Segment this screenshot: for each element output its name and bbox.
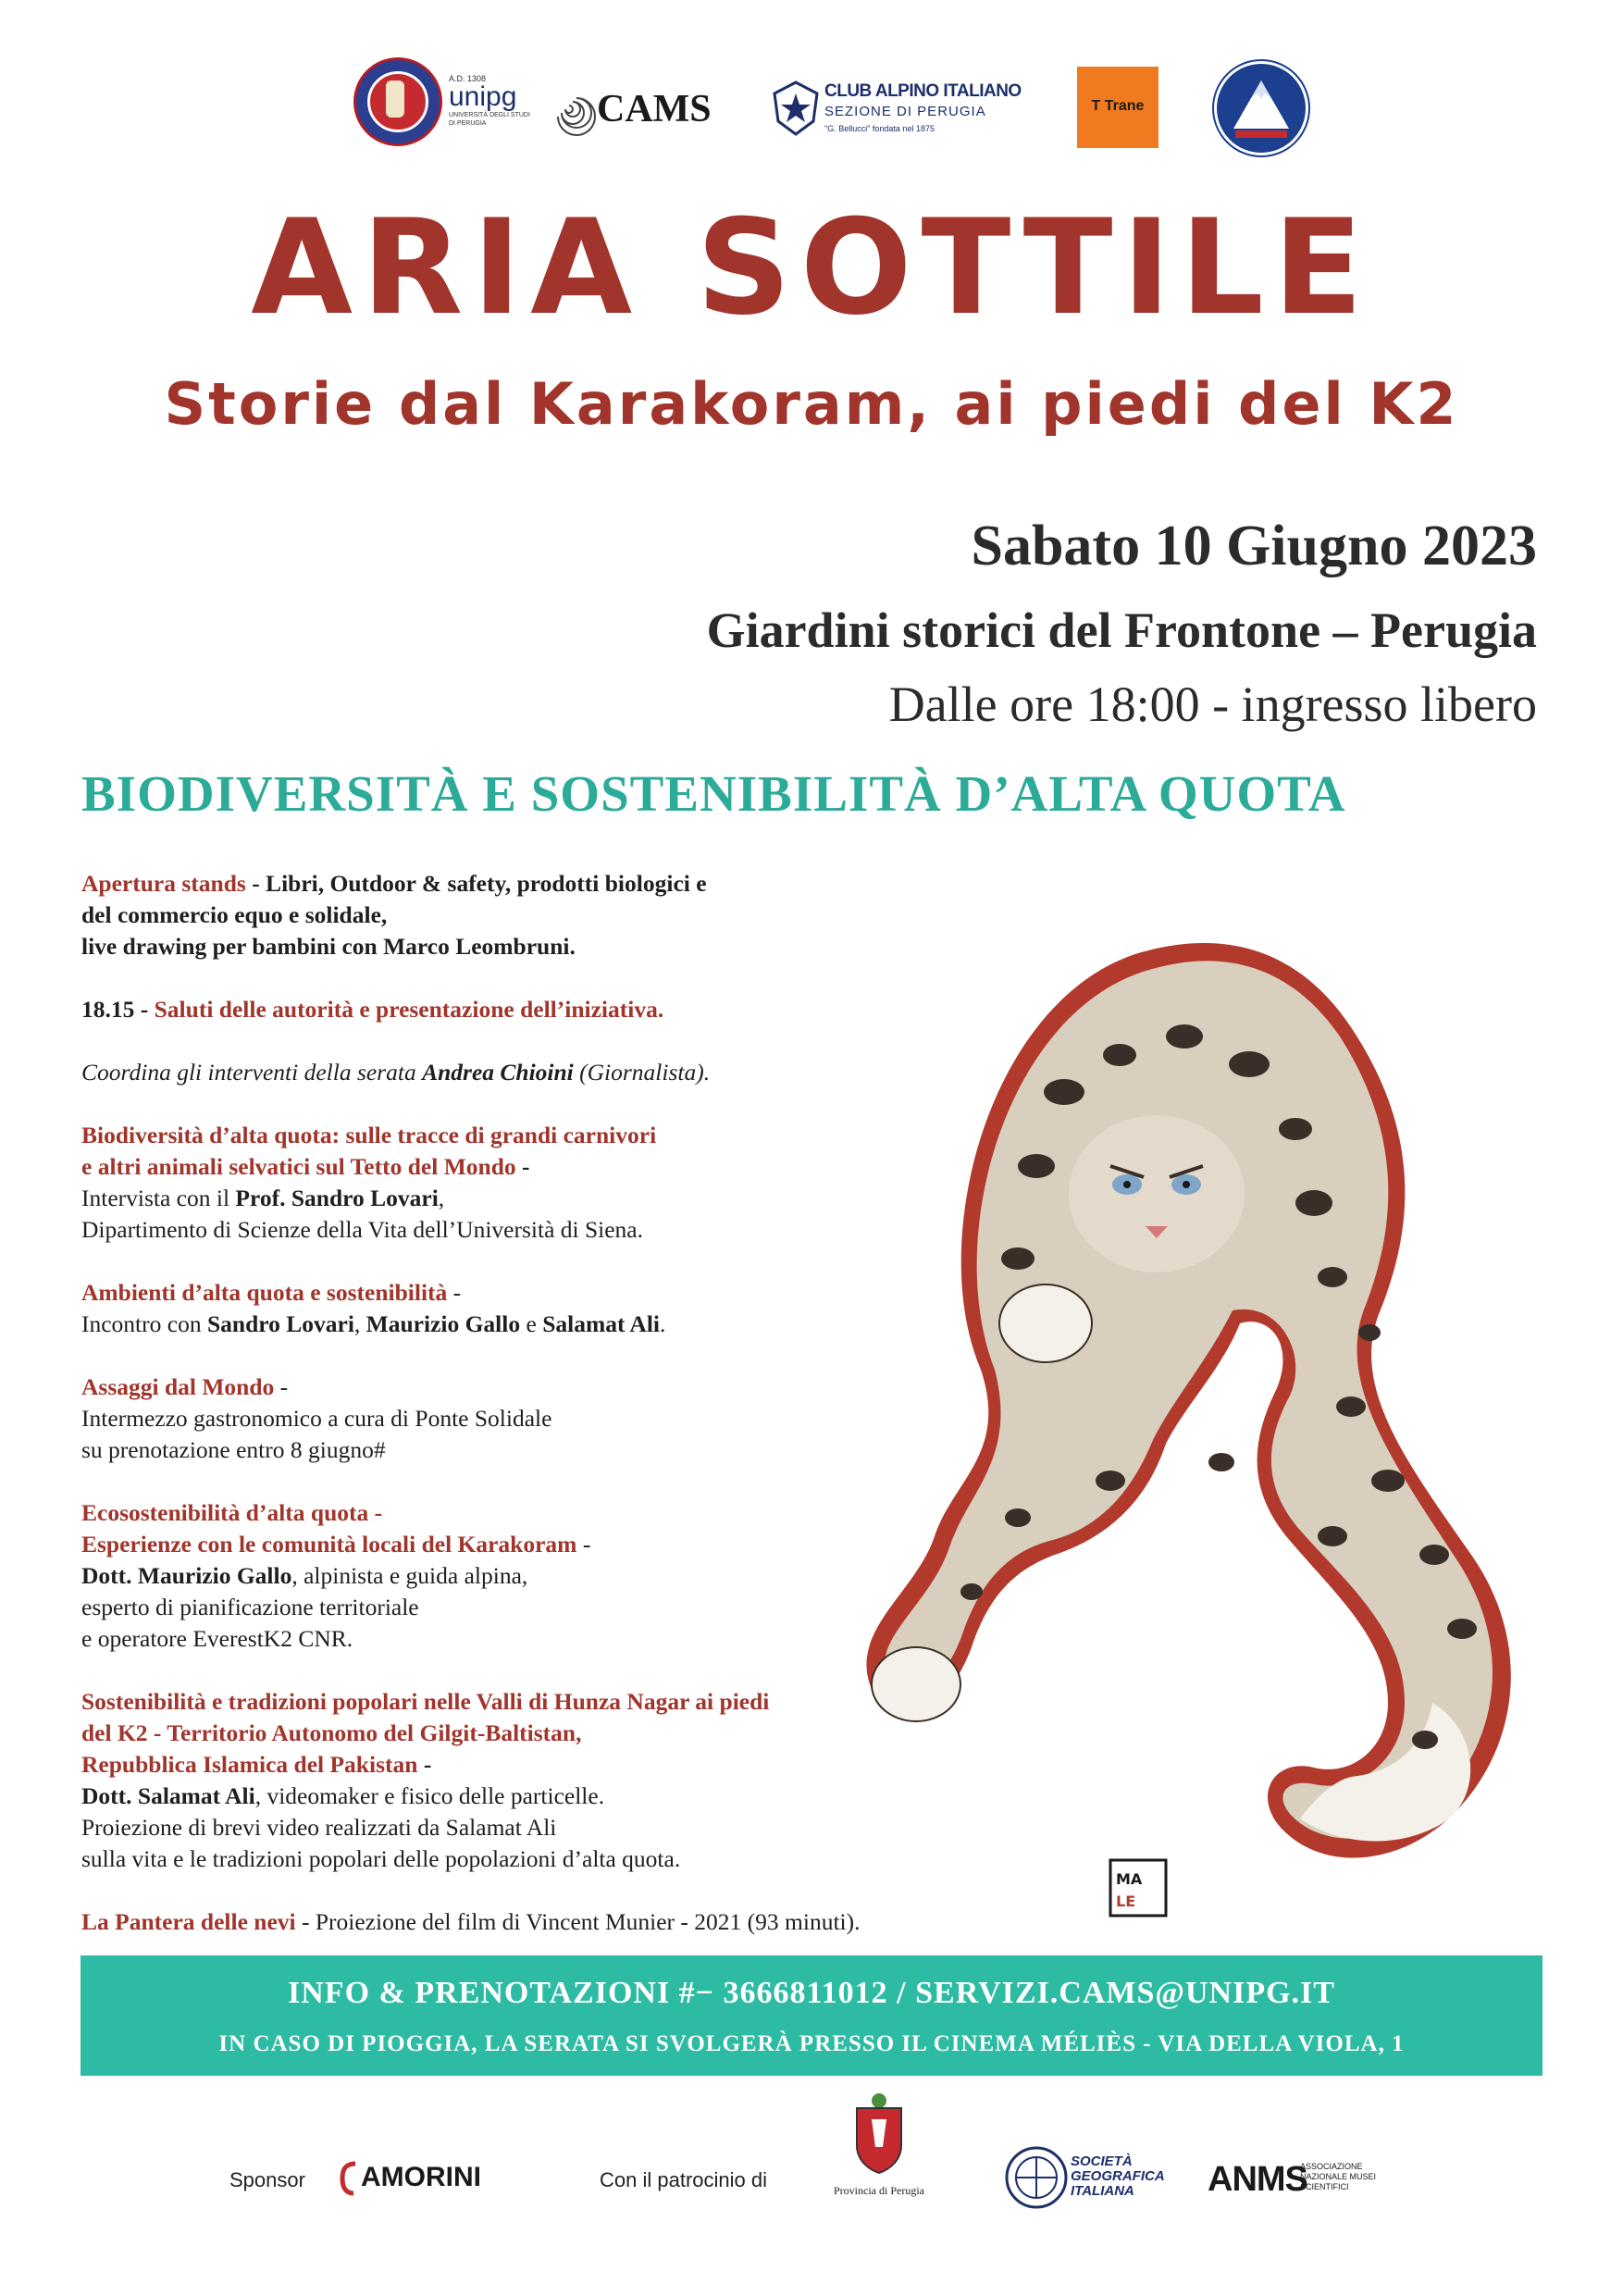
sponsor-label: Sponsor bbox=[229, 2168, 305, 2191]
unipg-logo: A.D. 1308 unipg UNIVERSITÀ DEGLI STUDI DI PERUGIA bbox=[449, 74, 530, 127]
svg-text:MA: MA bbox=[1116, 1870, 1143, 1888]
provincia-perugia-logo: Provincia di Perugia bbox=[814, 2091, 944, 2212]
svg-text:LE: LE bbox=[1116, 1893, 1136, 1910]
mountain-club-logo bbox=[1214, 61, 1308, 155]
trane-logo: T Trane bbox=[1077, 67, 1158, 148]
sgi-logo: SOCIETÀ GEOGRAFICA ITALIANA bbox=[1004, 2145, 1171, 2219]
anms-logo: ANMS ASSOCIAZIONE NAZIONALE MUSEI SCIENTIFICI bbox=[1208, 2160, 1377, 2199]
event-venue: Giardini storici del Frontone – Perugia bbox=[706, 602, 1537, 658]
event-theme-heading: BIODIVERSITÀ E SOSTENIBILITÀ D’ALTA QUOTA bbox=[81, 765, 1346, 822]
program-item-coordinator: Coordina gli interventi della serata Andrea Chioini (Giornalista). bbox=[81, 1059, 711, 1086]
program-item-environments: Ambienti d’alta quota e sostenibilità - Incontro con Sandro Lovari, Maurizio Gallo e Salamat Ali. bbox=[81, 1279, 666, 1337]
crest-icon bbox=[851, 2091, 907, 2175]
info-banner bbox=[81, 1955, 1542, 2076]
cai-logo: CLUB ALPINO ITALIANO SEZIONE DI PERUGIA "G. Bellucci" fondata nel 1875 bbox=[773, 76, 1032, 150]
university-seal-logo bbox=[353, 57, 442, 146]
program-item-biodiversity: Biodiversità d’alta quota: sulle tracce di grandi carnivori e altri animali selvatici sul Tetto del Mondo - Intervista con il Prof. Sandro Lovari, Dipartimento di Scienze della Vita dell’Università di Siena. bbox=[81, 1122, 657, 1243]
info-contact-line: INFO & PRENOTAZIONI #− 3666811012 / SERVIZI.CAMS@UNIPG.IT bbox=[288, 1976, 1335, 2010]
cai-star-icon bbox=[773, 81, 819, 136]
globe-icon bbox=[1004, 2145, 1069, 2210]
leopard-head bbox=[1069, 1115, 1245, 1272]
program-item-film: La Pantera delle nevi - Proiezione del film di Vincent Munier - 2021 (93 minuti). bbox=[81, 1908, 861, 1935]
sponsor-logo-row: A.D. 1308 unipg UNIVERSITÀ DEGLI STUDI DI PERUGIA CAMS CLUB ALPINO ITALIANO SEZIONE DI PERUGIA "G. Bellucci" fondata nel 1875 T Trane bbox=[0, 56, 1623, 167]
program-item-traditions: Sostenibilità e tradizioni popolari nelle Valli di Hunza Nagar ai piedi del K2 - Territorio Autonomo del Gilgit-Baltistan, Repubblica Islamica del Pakistan - Dott. Salamat Ali, videomaker e fisico delle particelle. Proiezione di brevi video realizzati da Salamat Ali sulla vita e le tradizioni popolari delle popolazioni d’alta quota. bbox=[81, 1688, 770, 1872]
ammonite-icon bbox=[541, 81, 597, 137]
rain-location-line: IN CASO DI PIOGGIA, LA SERATA SI SVOLGERÀ PRESSO IL CINEMA MÉLIÈS - VIA DELLA VIOLA, 1 bbox=[218, 2031, 1405, 2056]
event-hours: Dalle ore 18:00 - ingresso libero bbox=[888, 676, 1537, 732]
program-item-greetings: 18.15 - Saluti delle autorità e presentazione dell’iniziativa. bbox=[81, 996, 664, 1023]
patronage-label: Con il patrocinio di bbox=[600, 2168, 767, 2191]
leopard-paw-right bbox=[999, 1285, 1092, 1362]
mountain-icon bbox=[1217, 64, 1306, 153]
event-title: ARIA SOTTILE bbox=[251, 192, 1372, 344]
program-item-ecosustainability: Ecosostenibilità d’alta quota - Esperienze con le comunità locali del Karakoram - Dott. Maurizio Gallo, alpinista e guida alpina, esperto di pianificazione territoriale e operatore EverestK2 CNR. bbox=[81, 1499, 591, 1652]
program-item-tasting: Assaggi dal Mondo - Intermezzo gastronomico a cura di Ponte Solidale su prenotazione entro 8 giugno# bbox=[81, 1373, 552, 1463]
carabiner-icon bbox=[339, 2160, 361, 2197]
event-date: Sabato 10 Giugno 2023 bbox=[971, 515, 1537, 577]
event-subtitle: Storie dal Karakoram, ai piedi del K2 bbox=[164, 370, 1459, 438]
program-item-stands: Apertura stands - Libri, Outdoor & safety, prodotti biologici e del commercio equo e solidale, live drawing per bambini con Marco Leombruni. bbox=[81, 870, 707, 960]
event-program bbox=[81, 868, 970, 1969]
artist-signature-stamp bbox=[1110, 1860, 1166, 1916]
